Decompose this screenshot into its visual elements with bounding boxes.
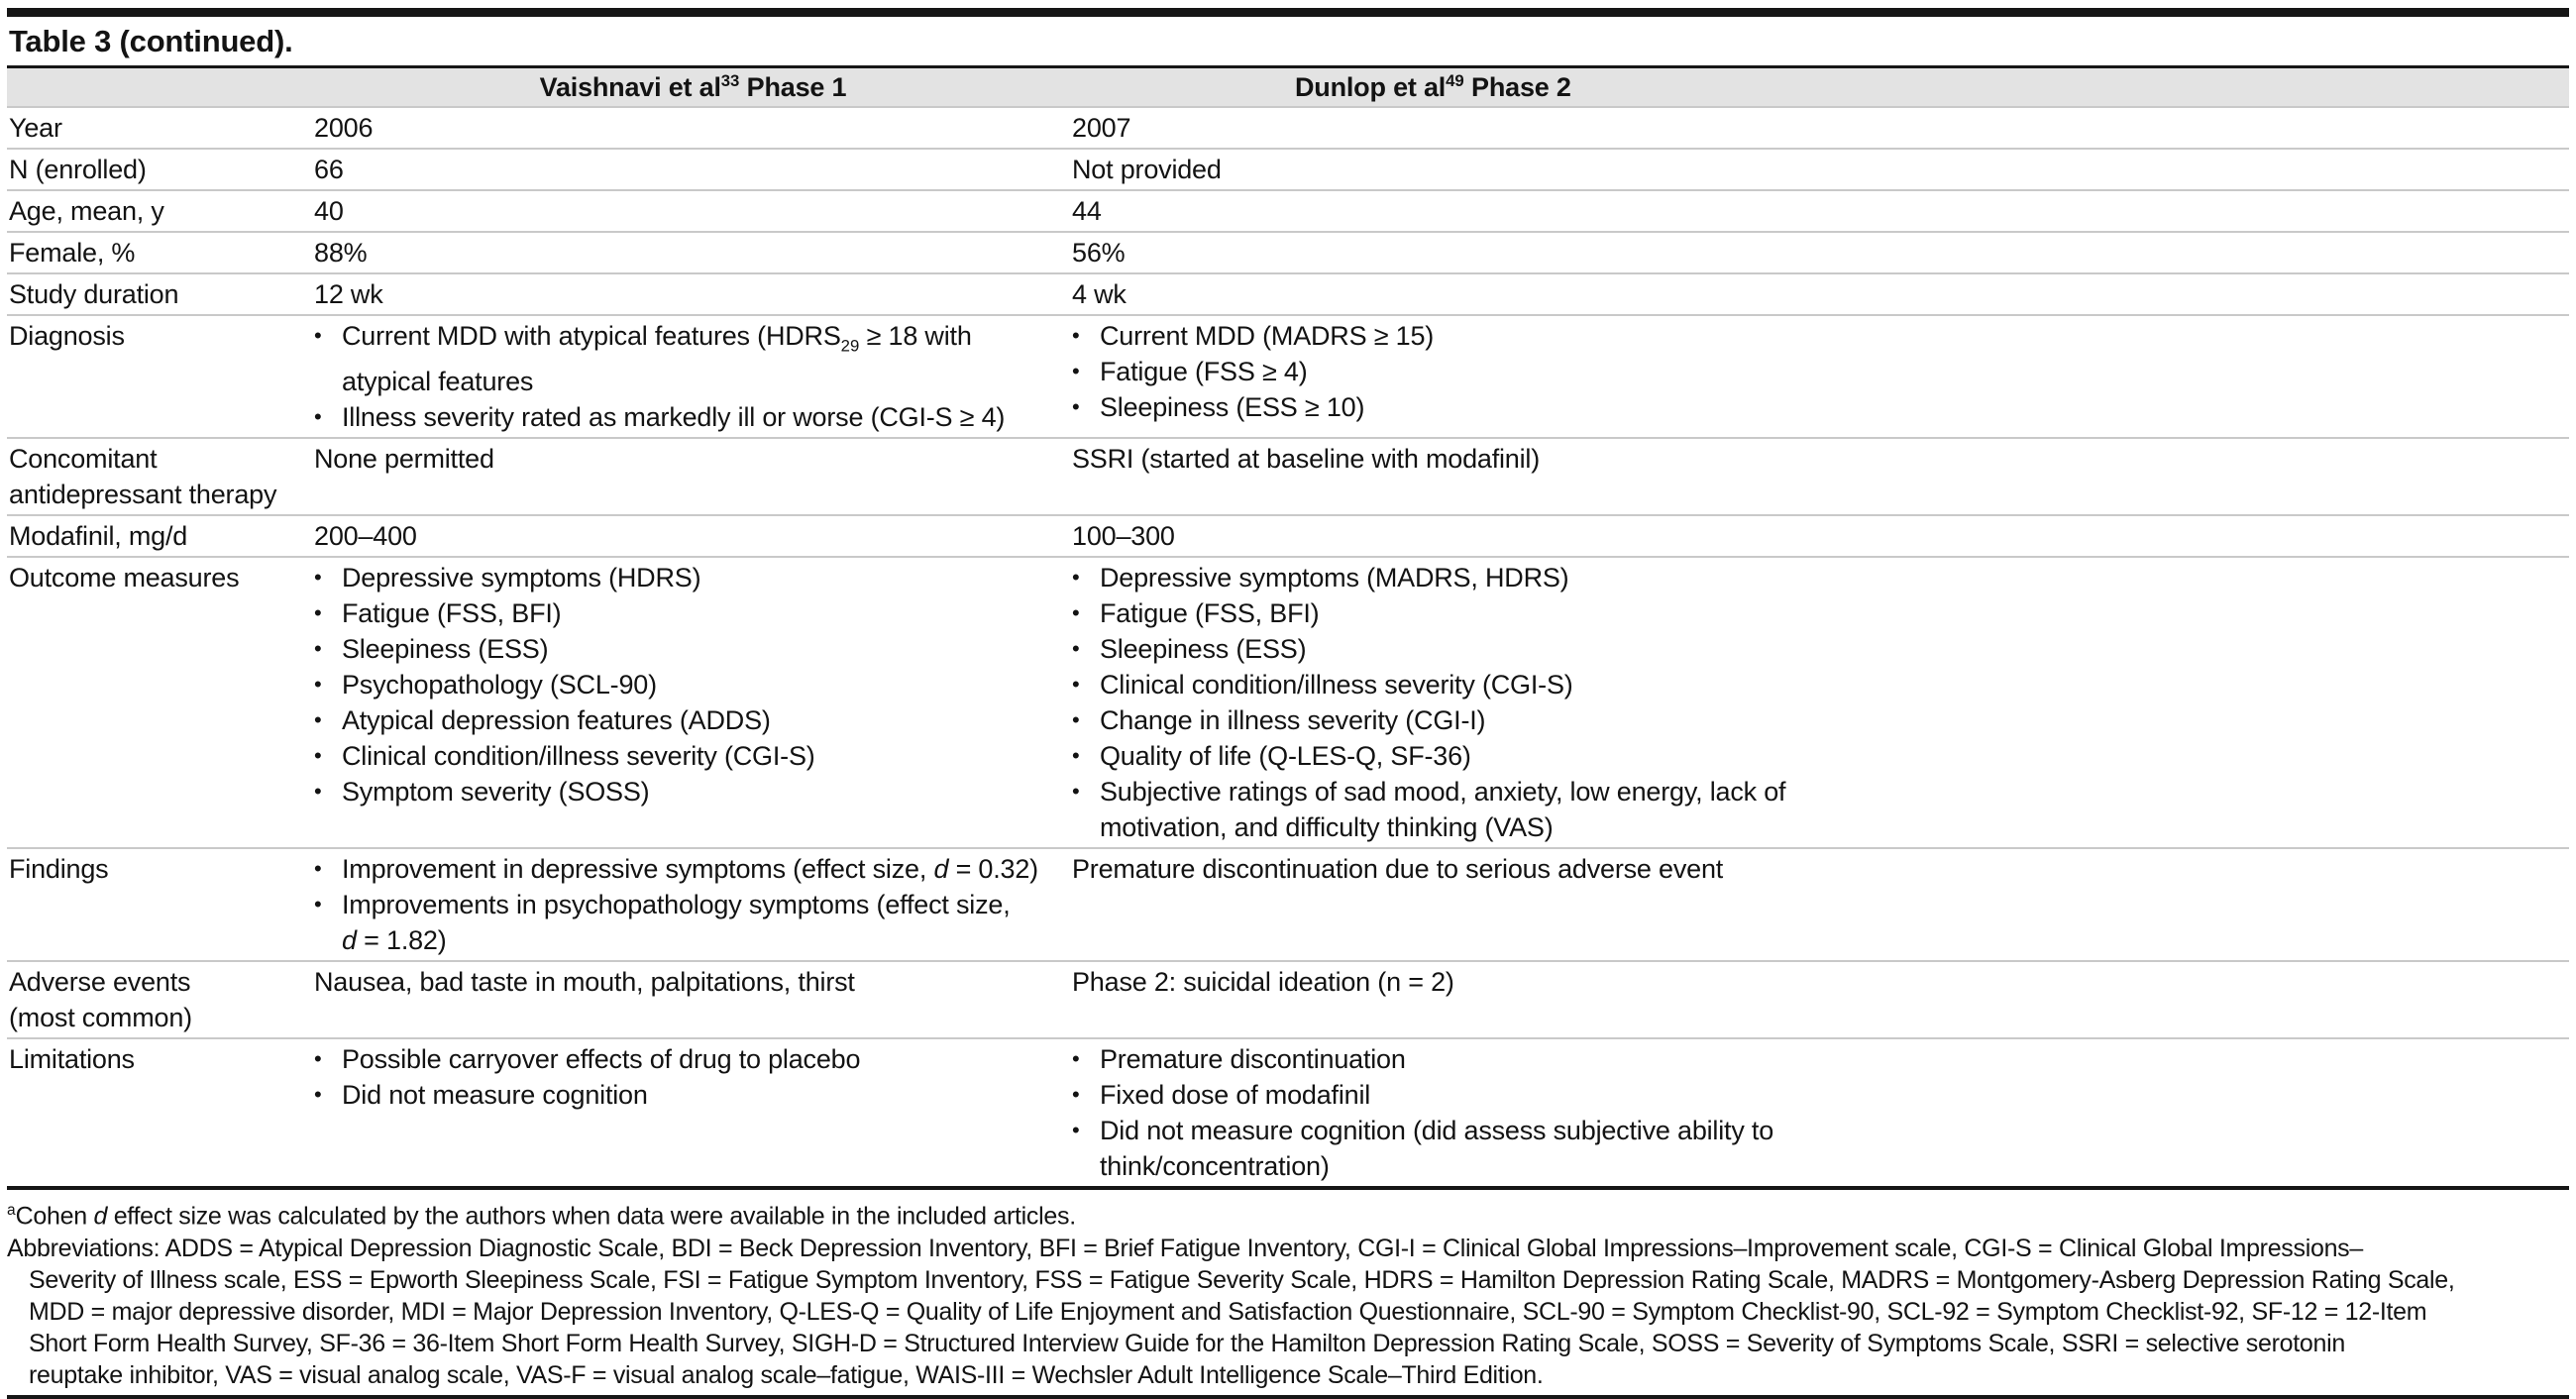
cell-text: 200–400 — [314, 521, 417, 552]
bullet-item: • Depressive symptoms (MADRS, HDRS) — [1072, 560, 2559, 595]
row-label: Female, % — [9, 238, 136, 268]
cell-text: 12 wk — [314, 279, 383, 309]
row-label: N (enrolled) — [9, 155, 147, 184]
study2-cell — [1072, 1041, 2569, 1184]
table-header-row — [7, 65, 2569, 106]
study1-cell — [314, 560, 1072, 845]
bullet-marker: • — [314, 1082, 322, 1108]
bullet-item: • Fixed dose of modafinil — [1072, 1077, 2559, 1113]
study2-cell — [1072, 235, 2569, 270]
bullet-marker: • — [1072, 743, 1080, 769]
study2-cell — [1072, 276, 2569, 312]
cell-text: Phase 2: suicidal ideation (n = 2) — [1072, 967, 1454, 998]
study1-cell — [314, 110, 1072, 146]
bullet-item: • Did not measure cognition — [314, 1077, 1062, 1113]
top-rule — [7, 8, 2569, 17]
row-year — [7, 106, 2569, 148]
bullet-item: • Clinical condition/illness severity (CGI-S) — [314, 738, 1062, 774]
paper-table-page — [0, 8, 2576, 1389]
abbreviation-line: Short Form Health Survey, SF-36 = 36-Item Short Form Health Survey, SIGH-D = Structured Interview Guide for the Hamilton Depression Rating Scale, SOSS = Severity of Symptoms Scale, SSRI = selective serotonin — [29, 1329, 2345, 1357]
bullet-marker: • — [1072, 636, 1080, 662]
row-diagnosis — [7, 314, 2569, 437]
bullet-marker: • — [314, 404, 322, 430]
footnotes — [7, 1190, 2569, 1390]
study2-cell — [1072, 518, 2569, 554]
bullet-marker: • — [1072, 1046, 1080, 1072]
cell-text: 2007 — [1072, 113, 1131, 143]
bullet-marker: • — [1072, 1118, 1080, 1143]
bullet-item: • Did not measure cognition (did assess subjective ability to think/concentration) — [1072, 1113, 2559, 1184]
footnote-abbreviations — [7, 1233, 2569, 1391]
row-label: Adverse events (most common) — [9, 967, 192, 1033]
bullet-marker: • — [314, 856, 322, 882]
study1-cell — [314, 851, 1072, 958]
study1-cell — [314, 318, 1072, 435]
cell-text: 40 — [314, 196, 344, 226]
bullet-marker: • — [1072, 394, 1080, 419]
bullet-item: • Premature discontinuation — [1072, 1041, 2559, 1077]
bullet-item: • Clinical condition/illness severity (CGI-S) — [1072, 667, 2559, 702]
bullet-item: • Fatigue (FSS, BFI) — [1072, 595, 2559, 631]
row-outcome-measures — [7, 556, 2569, 847]
row-limitations — [7, 1037, 2569, 1186]
bullet-item: • Improvements in psychopathology symptoms (effect size, d = 1.82) — [314, 887, 1062, 958]
bullet-marker: • — [314, 323, 322, 348]
bottom-rule — [7, 1395, 2569, 1399]
study1-cell — [314, 964, 1072, 1035]
bullet-item: • Sleepiness (ESS) — [1072, 631, 2559, 667]
bullet-item: • Illness severity rated as markedly ill or worse (CGI-S ≥ 4) — [314, 399, 1062, 435]
bullet-marker: • — [1072, 779, 1080, 805]
study2-cell — [1072, 851, 2569, 958]
cell-text: Premature discontinuation due to serious adverse event — [1072, 854, 1724, 885]
cell-text: 2006 — [314, 113, 374, 143]
column-header-study1: Vaishnavi et $al^{33}$ Phase 1 — [539, 71, 847, 102]
cell-text: 100–300 — [1072, 521, 1175, 552]
bullet-marker: • — [1072, 707, 1080, 733]
bullet-marker: • — [1072, 1082, 1080, 1108]
row-label: Outcome measures — [9, 563, 240, 593]
cell-text: 4 wk — [1072, 279, 1127, 309]
row-label: Limitations — [9, 1044, 135, 1075]
study1-cell — [314, 152, 1072, 187]
abbreviation-line: reuptake inhibitor, VAS = visual analog scale, VAS-F = visual analog scale–fatigue, WAIS-III = Wechsler Adult Intelligence Scale–Third Edition. — [29, 1360, 1544, 1389]
bullet-marker: • — [1072, 600, 1080, 626]
bullet-item: • Sleepiness (ESS) — [314, 631, 1062, 667]
cell-text: Not provided — [1072, 155, 1222, 184]
column-header-study2: Dunlop et $al^{49}$ Phase 2 — [1295, 71, 1571, 102]
table-body — [7, 106, 2569, 1186]
cell-text: 88% — [314, 238, 368, 268]
bullet-marker: • — [314, 892, 322, 917]
bullet-item: • Fatigue (FSS, BFI) — [314, 595, 1062, 631]
bullet-item: • Possible carryover effects of drug to placebo — [314, 1041, 1062, 1077]
table-title: Table 3 (continued). — [9, 24, 293, 58]
row-female — [7, 231, 2569, 272]
bullet-item: • Psychopathology (SCL-90) — [314, 667, 1062, 702]
bullet-marker: • — [1072, 323, 1080, 348]
row-concomitant — [7, 437, 2569, 514]
bullet-marker: • — [314, 600, 322, 626]
bullet-marker: • — [1072, 359, 1080, 383]
bullet-item: • Current MDD (MADRS ≥ 15) — [1072, 318, 2559, 354]
bullet-marker: • — [314, 743, 322, 769]
study2-cell — [1072, 441, 2569, 512]
cell-text: SSRI (started at baseline with modafinil) — [1072, 444, 1541, 475]
study2-cell — [1072, 560, 2569, 845]
study1-cell — [314, 1041, 1072, 1184]
bullet-item: • Change in illness severity (CGI-I) — [1072, 702, 2559, 738]
bullet-item: • Quality of life (Q-LES-Q, SF-36) — [1072, 738, 2559, 774]
bullet-item: • Improvement in depressive symptoms (effect size, d = 0.32) — [314, 851, 1062, 887]
bullet-item: • Subjective ratings of sad mood, anxiety, low energy, lack of motivation, and difficulty thinking (VAS) — [1072, 774, 2559, 845]
row-adverse-events — [7, 960, 2569, 1037]
bullet-item: • Fatigue (FSS ≥ 4) — [1072, 354, 2559, 389]
bullet-marker: • — [314, 1046, 322, 1072]
abbreviation-line: MDD = major depressive disorder, MDI = Major Depression Inventory, Q-LES-Q = Quality of Life Enjoyment and Satisfaction Questionnaire, SCL-90 = Symptom Checklist-90, SCL-92 = Symptom Checklist-92, SF-12 = 12-Item — [29, 1297, 2427, 1326]
bullet-item: • Symptom severity (SOSS) — [314, 774, 1062, 809]
study1-cell — [314, 441, 1072, 512]
study1-cell — [314, 518, 1072, 554]
study1-cell — [314, 235, 1072, 270]
abbreviation-line: Severity of Illness scale, ESS = Epworth Sleepiness Scale, FSI = Fatigue Symptom Inventory, FSS = Fatigue Severity Scale, HDRS = Hamilton Depression Rating Scale, MADRS = Montgomery-Asberg Depression Rating Scale, — [29, 1265, 2455, 1294]
bullet-marker: • — [1072, 565, 1080, 591]
row-label: Diagnosis — [9, 321, 125, 351]
bullet-marker: • — [314, 707, 322, 733]
row-label: Age, mean, y — [9, 196, 164, 226]
cell-text: 56% — [1072, 238, 1126, 268]
study2-cell — [1072, 110, 2569, 146]
bullet-marker: • — [314, 672, 322, 698]
row-age-mean-y — [7, 189, 2569, 231]
cell-text: 66 — [314, 155, 344, 184]
row-findings — [7, 847, 2569, 960]
study-comparison-table — [7, 65, 2569, 1190]
study2-cell — [1072, 193, 2569, 229]
bullet-item: • Current MDD with atypical features ($HDRS_{29} \ge 18$ with atypical features — [314, 318, 1062, 399]
bullet-marker: • — [314, 779, 322, 805]
study2-cell — [1072, 318, 2569, 435]
bullet-marker: • — [314, 565, 322, 591]
bullet-item: • Atypical depression features (ADDS) — [314, 702, 1062, 738]
row-label: Findings — [9, 854, 109, 885]
study2-cell — [1072, 964, 2569, 1035]
bullet-marker: • — [314, 636, 322, 662]
row-n-enrolled — [7, 148, 2569, 189]
study1-cell — [314, 193, 1072, 229]
bullet-item: • Depressive symptoms (HDRS) — [314, 560, 1062, 595]
row-label: Concomitant antidepressant therapy — [9, 444, 277, 510]
row-study-duration — [7, 272, 2569, 314]
study2-cell — [1072, 152, 2569, 187]
bullet-item: • Sleepiness (ESS ≥ 10) — [1072, 389, 2559, 425]
row-label: Study duration — [9, 279, 179, 309]
study1-cell — [314, 276, 1072, 312]
cell-text: Nausea, bad taste in mouth, palpitations, thirst — [314, 967, 855, 998]
row-modafinil-mg-d — [7, 514, 2569, 556]
bullet-marker: • — [1072, 672, 1080, 698]
row-label: Year — [9, 113, 62, 143]
cell-text: 44 — [1072, 196, 1102, 226]
abbreviation-line: Abbreviations: ADDS = Atypical Depression Diagnostic Scale, BDI = Beck Depression Inventory, BFI = Brief Fatigue Inventory, CGI-I = Clinical Global Impressions–Improvement scale, CGI-S = Clinical Global Impressions– — [7, 1234, 2363, 1262]
footnote-a: $^a$Cohen d effect size was calculated by the authors when data were available in the included articles. — [7, 1202, 1076, 1231]
row-label: Modafinil, mg/d — [9, 521, 188, 552]
cell-text: None permitted — [314, 444, 494, 475]
